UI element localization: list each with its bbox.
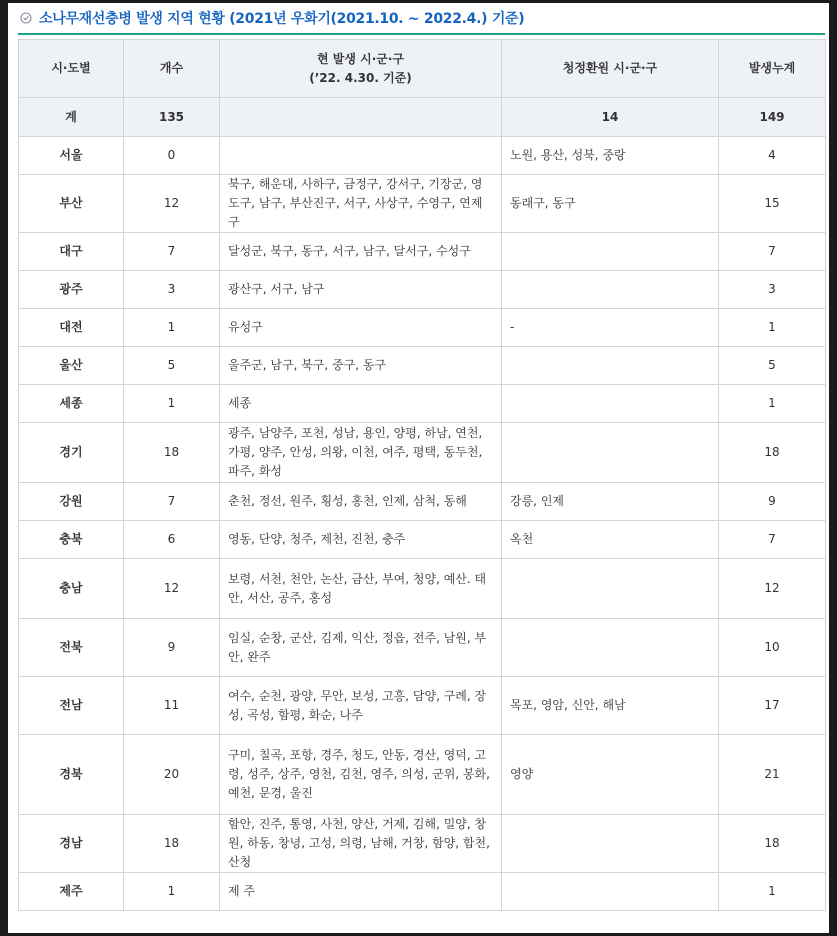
total-cell: 18 (719, 815, 826, 873)
count-cell: 11 (124, 677, 220, 735)
total-cell: 4 (719, 137, 826, 175)
total-cell: 1 (719, 873, 826, 911)
cleared-areas-cell: 노원, 용산, 성북, 중랑 (502, 137, 719, 175)
content-panel (8, 3, 829, 933)
header-region: 시·도별 (19, 40, 124, 98)
page-title: 소나무재선충병 발생 지역 현황 (2021년 우화기(2021.10. ~ 2022.4.) 기준) (39, 11, 525, 27)
count-cell: 3 (124, 271, 220, 309)
cleared-areas-cell (502, 385, 719, 423)
cleared-areas-cell (502, 233, 719, 271)
table-row (19, 677, 826, 735)
title-bar (18, 3, 825, 35)
region-cell: 세종 (19, 385, 124, 423)
region-cell: 전남 (19, 677, 124, 735)
current-areas-cell: 임실, 순창, 군산, 김제, 익산, 정읍, 전주, 남원, 부안, 완주 (220, 619, 502, 677)
cleared-areas-cell (502, 873, 719, 911)
header-current (220, 40, 502, 98)
table-row (19, 423, 826, 483)
summary-current (220, 98, 502, 137)
current-areas-cell: 구미, 칠곡, 포항, 경주, 청도, 안동, 경산, 영덕, 고령, 성주, 상주, 영천, 김천, 영주, 의성, 군위, 봉화, 예천, 문경, 울진 (220, 735, 502, 815)
cleared-areas-cell (502, 423, 719, 483)
region-cell: 울산 (19, 347, 124, 385)
current-areas-cell: 여수, 순천, 광양, 무안, 보성, 고흥, 담양, 구례, 장성, 곡성, 함평, 화순, 나주 (220, 677, 502, 735)
summary-count: 135 (124, 98, 220, 137)
table-row (19, 815, 826, 873)
current-areas-cell: 춘천, 정선, 원주, 횡성, 홍천, 인제, 삼척, 동해 (220, 483, 502, 521)
cleared-areas-cell: 목포, 영암, 신안, 해남 (502, 677, 719, 735)
summary-total: 149 (719, 98, 826, 137)
total-cell: 7 (719, 233, 826, 271)
region-cell: 전북 (19, 619, 124, 677)
region-cell: 부산 (19, 175, 124, 233)
count-cell: 0 (124, 137, 220, 175)
summary-row (19, 98, 826, 137)
current-areas-cell: 세종 (220, 385, 502, 423)
outbreak-table (18, 39, 826, 911)
summary-cleared: 14 (502, 98, 719, 137)
cleared-areas-cell (502, 619, 719, 677)
cleared-areas-cell: 옥천 (502, 521, 719, 559)
region-cell: 서울 (19, 137, 124, 175)
current-areas-cell: 제 주 (220, 873, 502, 911)
count-cell: 7 (124, 483, 220, 521)
region-cell: 강원 (19, 483, 124, 521)
current-areas-cell: 광주, 남양주, 포천, 성남, 용인, 양평, 하남, 연천, 가평, 양주, 안성, 의왕, 이천, 여주, 평택, 동두천, 파주, 화성 (220, 423, 502, 483)
header-cleared: 청정환원 시·군·구 (502, 40, 719, 98)
count-cell: 18 (124, 423, 220, 483)
region-cell: 경기 (19, 423, 124, 483)
count-cell: 1 (124, 309, 220, 347)
table-row (19, 233, 826, 271)
current-areas-cell: 함안, 진주, 통영, 사천, 양산, 거제, 김해, 밀양, 창원, 하동, 창녕, 고성, 의령, 남해, 거창, 함양, 합천, 산청 (220, 815, 502, 873)
total-cell: 5 (719, 347, 826, 385)
current-areas-cell: 달성군, 북구, 동구, 서구, 남구, 달서구, 수성구 (220, 233, 502, 271)
cleared-areas-cell: 강릉, 인제 (502, 483, 719, 521)
current-areas-cell (220, 137, 502, 175)
header-count: 개수 (124, 40, 220, 98)
table-row (19, 521, 826, 559)
cleared-areas-cell (502, 815, 719, 873)
count-cell: 18 (124, 815, 220, 873)
cleared-areas-cell (502, 347, 719, 385)
region-cell: 충남 (19, 559, 124, 619)
header-total: 발생누계 (719, 40, 826, 98)
total-cell: 10 (719, 619, 826, 677)
total-cell: 7 (719, 521, 826, 559)
summary-region: 계 (19, 98, 124, 137)
count-cell: 7 (124, 233, 220, 271)
total-cell: 15 (719, 175, 826, 233)
table-row (19, 559, 826, 619)
region-cell: 제주 (19, 873, 124, 911)
table-row (19, 271, 826, 309)
current-areas-cell: 보령, 서천, 천안, 논산, 금산, 부여, 청양, 예산. 태안, 서산, 공주, 홍성 (220, 559, 502, 619)
count-cell: 1 (124, 385, 220, 423)
header-current-date: (’22. 4.30. 기준) (309, 70, 412, 85)
count-cell: 1 (124, 873, 220, 911)
count-cell: 9 (124, 619, 220, 677)
total-cell: 12 (719, 559, 826, 619)
table-row (19, 735, 826, 815)
total-cell: 3 (719, 271, 826, 309)
cleared-areas-cell: 영양 (502, 735, 719, 815)
region-cell: 대전 (19, 309, 124, 347)
table-row (19, 483, 826, 521)
table-row (19, 873, 826, 911)
count-cell: 12 (124, 175, 220, 233)
table-row (19, 347, 826, 385)
total-cell: 9 (719, 483, 826, 521)
current-areas-cell: 영동, 단양, 청주, 제천, 진천, 충주 (220, 521, 502, 559)
region-cell: 광주 (19, 271, 124, 309)
cleared-areas-cell: - (502, 309, 719, 347)
region-cell: 대구 (19, 233, 124, 271)
total-cell: 18 (719, 423, 826, 483)
count-cell: 20 (124, 735, 220, 815)
total-cell: 1 (719, 309, 826, 347)
cleared-areas-cell (502, 559, 719, 619)
header-row (19, 40, 826, 98)
region-cell: 경남 (19, 815, 124, 873)
table-row (19, 309, 826, 347)
region-cell: 경북 (19, 735, 124, 815)
current-areas-cell: 광산구, 서구, 남구 (220, 271, 502, 309)
total-cell: 17 (719, 677, 826, 735)
count-cell: 5 (124, 347, 220, 385)
count-cell: 6 (124, 521, 220, 559)
region-cell: 충북 (19, 521, 124, 559)
current-areas-cell: 울주군, 남구, 북구, 중구, 동구 (220, 347, 502, 385)
check-circle-icon (20, 12, 32, 24)
cleared-areas-cell: 동래구, 동구 (502, 175, 719, 233)
table-row (19, 385, 826, 423)
table-row (19, 175, 826, 233)
count-cell: 12 (124, 559, 220, 619)
table-row (19, 619, 826, 677)
current-areas-cell: 북구, 해운대, 사하구, 금정구, 강서구, 기장군, 영도구, 남구, 부산진구, 서구, 사상구, 수영구, 연제구 (220, 175, 502, 233)
total-cell: 21 (719, 735, 826, 815)
current-areas-cell: 유성구 (220, 309, 502, 347)
cleared-areas-cell (502, 271, 719, 309)
table-row (19, 137, 826, 175)
total-cell: 1 (719, 385, 826, 423)
header-current-title: 현 발생 시·군·구 (316, 51, 405, 66)
